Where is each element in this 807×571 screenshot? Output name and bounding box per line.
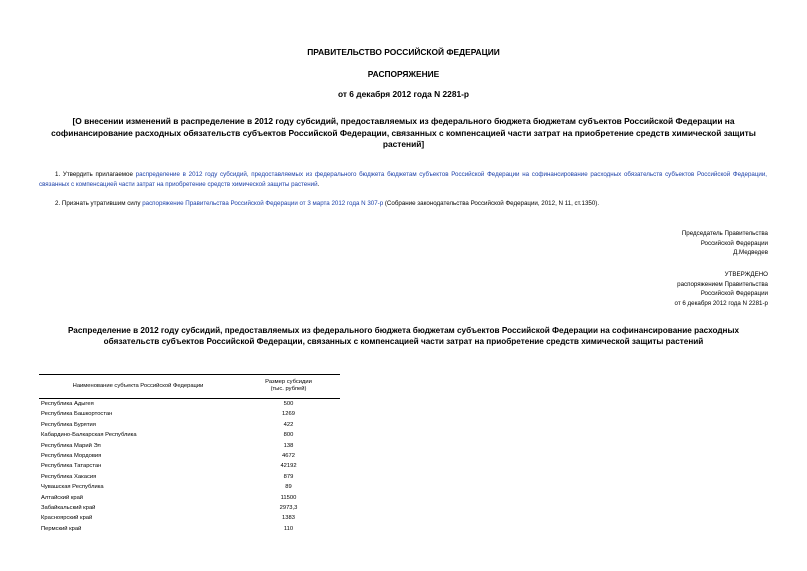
paragraph-1-prefix: 1. Утвердить прилагаемое bbox=[55, 171, 136, 178]
subsidy-amount: 42192 bbox=[280, 463, 297, 470]
table-row bbox=[39, 461, 340, 471]
signature-org: Российской Федерации bbox=[700, 239, 768, 247]
table-row bbox=[39, 451, 340, 461]
region-name: Республика Марий Эл bbox=[41, 442, 101, 449]
column-header-amount-line2: (тыс. рублей) bbox=[270, 386, 307, 392]
document-type-heading: РАСПОРЯЖЕНИЕ bbox=[367, 69, 440, 79]
table-row bbox=[39, 409, 340, 419]
region-name: Республика Мордовия bbox=[41, 453, 102, 460]
subsidy-table bbox=[39, 374, 340, 534]
document-title: [О внесении изменений в распределение в 2012 году субсидий, предоставляемых из федерального бюджета бюджетам субъектов Российской Федерации на софинансирование расходных обязательств субъектов Российской Федерации, связанных с компенсацией части затрат на приобретение средств химической защиты растений] bbox=[51, 116, 756, 149]
subsidy-amount: 138 bbox=[283, 442, 294, 449]
subsidy-amount: 2973,3 bbox=[279, 505, 298, 512]
region-name: Республика Башкортостан bbox=[41, 411, 113, 418]
table-row bbox=[39, 524, 340, 534]
subsidy-amount: 1269 bbox=[282, 411, 295, 418]
table-row bbox=[39, 503, 340, 513]
column-header-amount-line1: Размер субсидии bbox=[265, 379, 312, 385]
subsidy-amount: 11500 bbox=[280, 494, 297, 501]
approval-status: УТВЕРЖДЕНО bbox=[724, 271, 768, 278]
table-row bbox=[39, 472, 340, 482]
approval-org: Российской Федерации bbox=[700, 290, 768, 298]
subsidy-amount: 1383 bbox=[282, 515, 295, 522]
signature-name: Д.Медведев bbox=[733, 249, 768, 257]
repealed-order-link[interactable]: распоряжение Правительства Российской Федерации от 3 марта 2012 года N 307-р bbox=[142, 200, 384, 207]
region-name: Республика Татарстан bbox=[41, 463, 102, 470]
region-name: Республика Хакасия bbox=[41, 473, 97, 480]
region-name: Красноярский край bbox=[41, 515, 93, 522]
subsidy-amount: 422 bbox=[283, 421, 294, 428]
document-date-heading: от 6 декабря 2012 года N 2281-р bbox=[337, 89, 470, 99]
government-heading: ПРАВИТЕЛЬСТВО РОССИЙСКОЙ ФЕДЕРАЦИИ bbox=[307, 47, 500, 57]
subsidy-amount: 800 bbox=[283, 432, 294, 439]
paragraph-2-prefix: 2. Признать утратившим силу bbox=[55, 200, 143, 207]
approval-block bbox=[560, 270, 768, 308]
subsidy-amount: 500 bbox=[283, 401, 294, 407]
region-name: Пермский край bbox=[41, 525, 82, 532]
region-name: Алтайский край bbox=[41, 494, 84, 501]
signature-position: Председатель Правительства bbox=[681, 230, 768, 237]
column-header-name: Наименование субъекта Российской Федерации bbox=[39, 375, 237, 399]
column-header-amount bbox=[237, 375, 340, 399]
table-row bbox=[39, 441, 340, 451]
region-name: Республика Бурятия bbox=[41, 421, 96, 428]
distribution-link[interactable]: распределение в 2012 году субсидий, предоставляемых из федерального бюджета бюджетам субъектов Российской Федерации на софинансирование расходных обязательств субъектов Российской Федерации, связанных с компенсацией части затрат на приобретение средств химической защиты растений bbox=[39, 171, 767, 188]
region-name: Чувашская Республика bbox=[41, 484, 104, 491]
paragraph-2-suffix: (Собрание законодательства Российской Федерации, 2012, N 11, ст.1350). bbox=[383, 200, 600, 207]
subsidy-amount: 89 bbox=[285, 484, 292, 491]
paragraph-1 bbox=[39, 170, 767, 190]
table-row bbox=[39, 482, 340, 492]
subsidy-amount: 110 bbox=[283, 525, 294, 532]
distribution-title: Распределение в 2012 году субсидий, предоставляемых из федерального бюджета бюджетам субъектов Российской Федерации на софинансирование расходных обязательств субъектов Российской Федерации, связанных с компенсацией части затрат на приобретение средств химической защиты растений bbox=[67, 326, 740, 347]
table-row bbox=[39, 430, 340, 440]
paragraph-2 bbox=[55, 199, 767, 209]
table-row bbox=[39, 399, 340, 410]
approval-by: распоряжением Правительства bbox=[677, 280, 768, 288]
table-row bbox=[39, 493, 340, 503]
approval-date: от 6 декабря 2012 года N 2281-р bbox=[674, 299, 768, 307]
table-header-row bbox=[39, 375, 340, 399]
table-row bbox=[39, 513, 340, 523]
region-name: Забайкальский край bbox=[41, 505, 96, 512]
region-name: Республика Адыгея bbox=[41, 401, 94, 407]
region-name: Кабардино-Балкарская Республика bbox=[41, 432, 137, 439]
subsidy-amount: 879 bbox=[283, 473, 294, 480]
paragraph-1-suffix: . bbox=[317, 181, 320, 188]
subsidy-amount: 4672 bbox=[282, 453, 295, 460]
signature-block bbox=[560, 229, 768, 258]
table-row bbox=[39, 420, 340, 430]
